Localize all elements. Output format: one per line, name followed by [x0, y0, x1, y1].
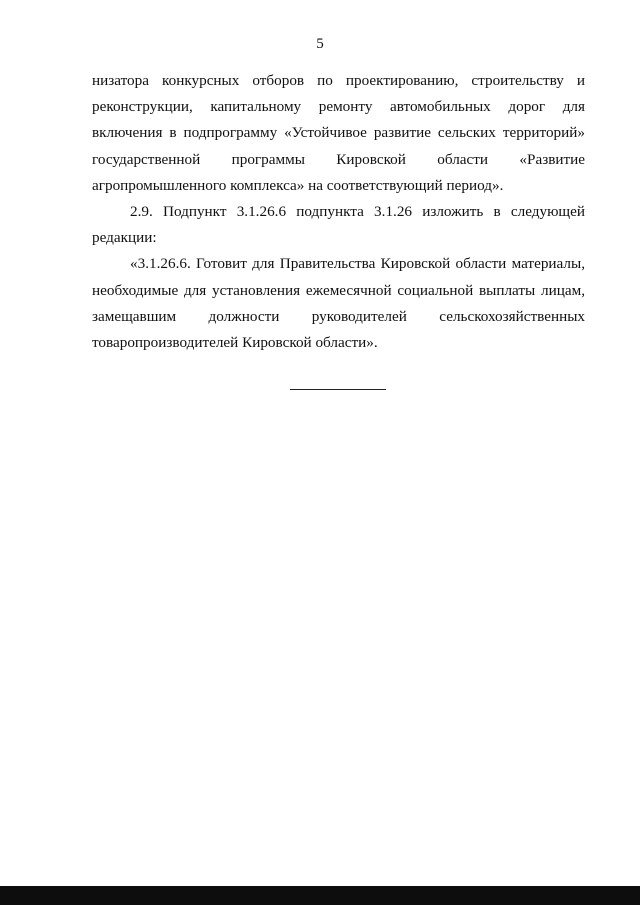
paragraph-continuation: низатора конкурсных отборов по проектированию, строительству и реконструкции, капитальному ремонту автомобильных дорог для включения в подпрограмму «Устойчивое развитие сельских территорий» государственной программы Кировской области «Развитие агропромышленного комплекса» на соответствующий период».: [92, 72, 585, 194]
scan-edge-band: [0, 886, 640, 905]
end-divider-line: [290, 389, 386, 390]
page-number: 5: [316, 36, 324, 52]
paragraph-item-2-9: 2.9. Подпункт 3.1.26.6 подпункта 3.1.26 изложить в следующей редакции:: [92, 203, 585, 247]
document-body: [92, 68, 585, 356]
paragraph-quoted-text: «3.1.26.6. Готовит для Правительства Кировской области материалы, необходимые для установления ежемесячной социальной выплаты лицам, замещавшим должности руководителей сельскохозяйственных товаропроизводителей Кировской области».: [92, 255, 585, 352]
